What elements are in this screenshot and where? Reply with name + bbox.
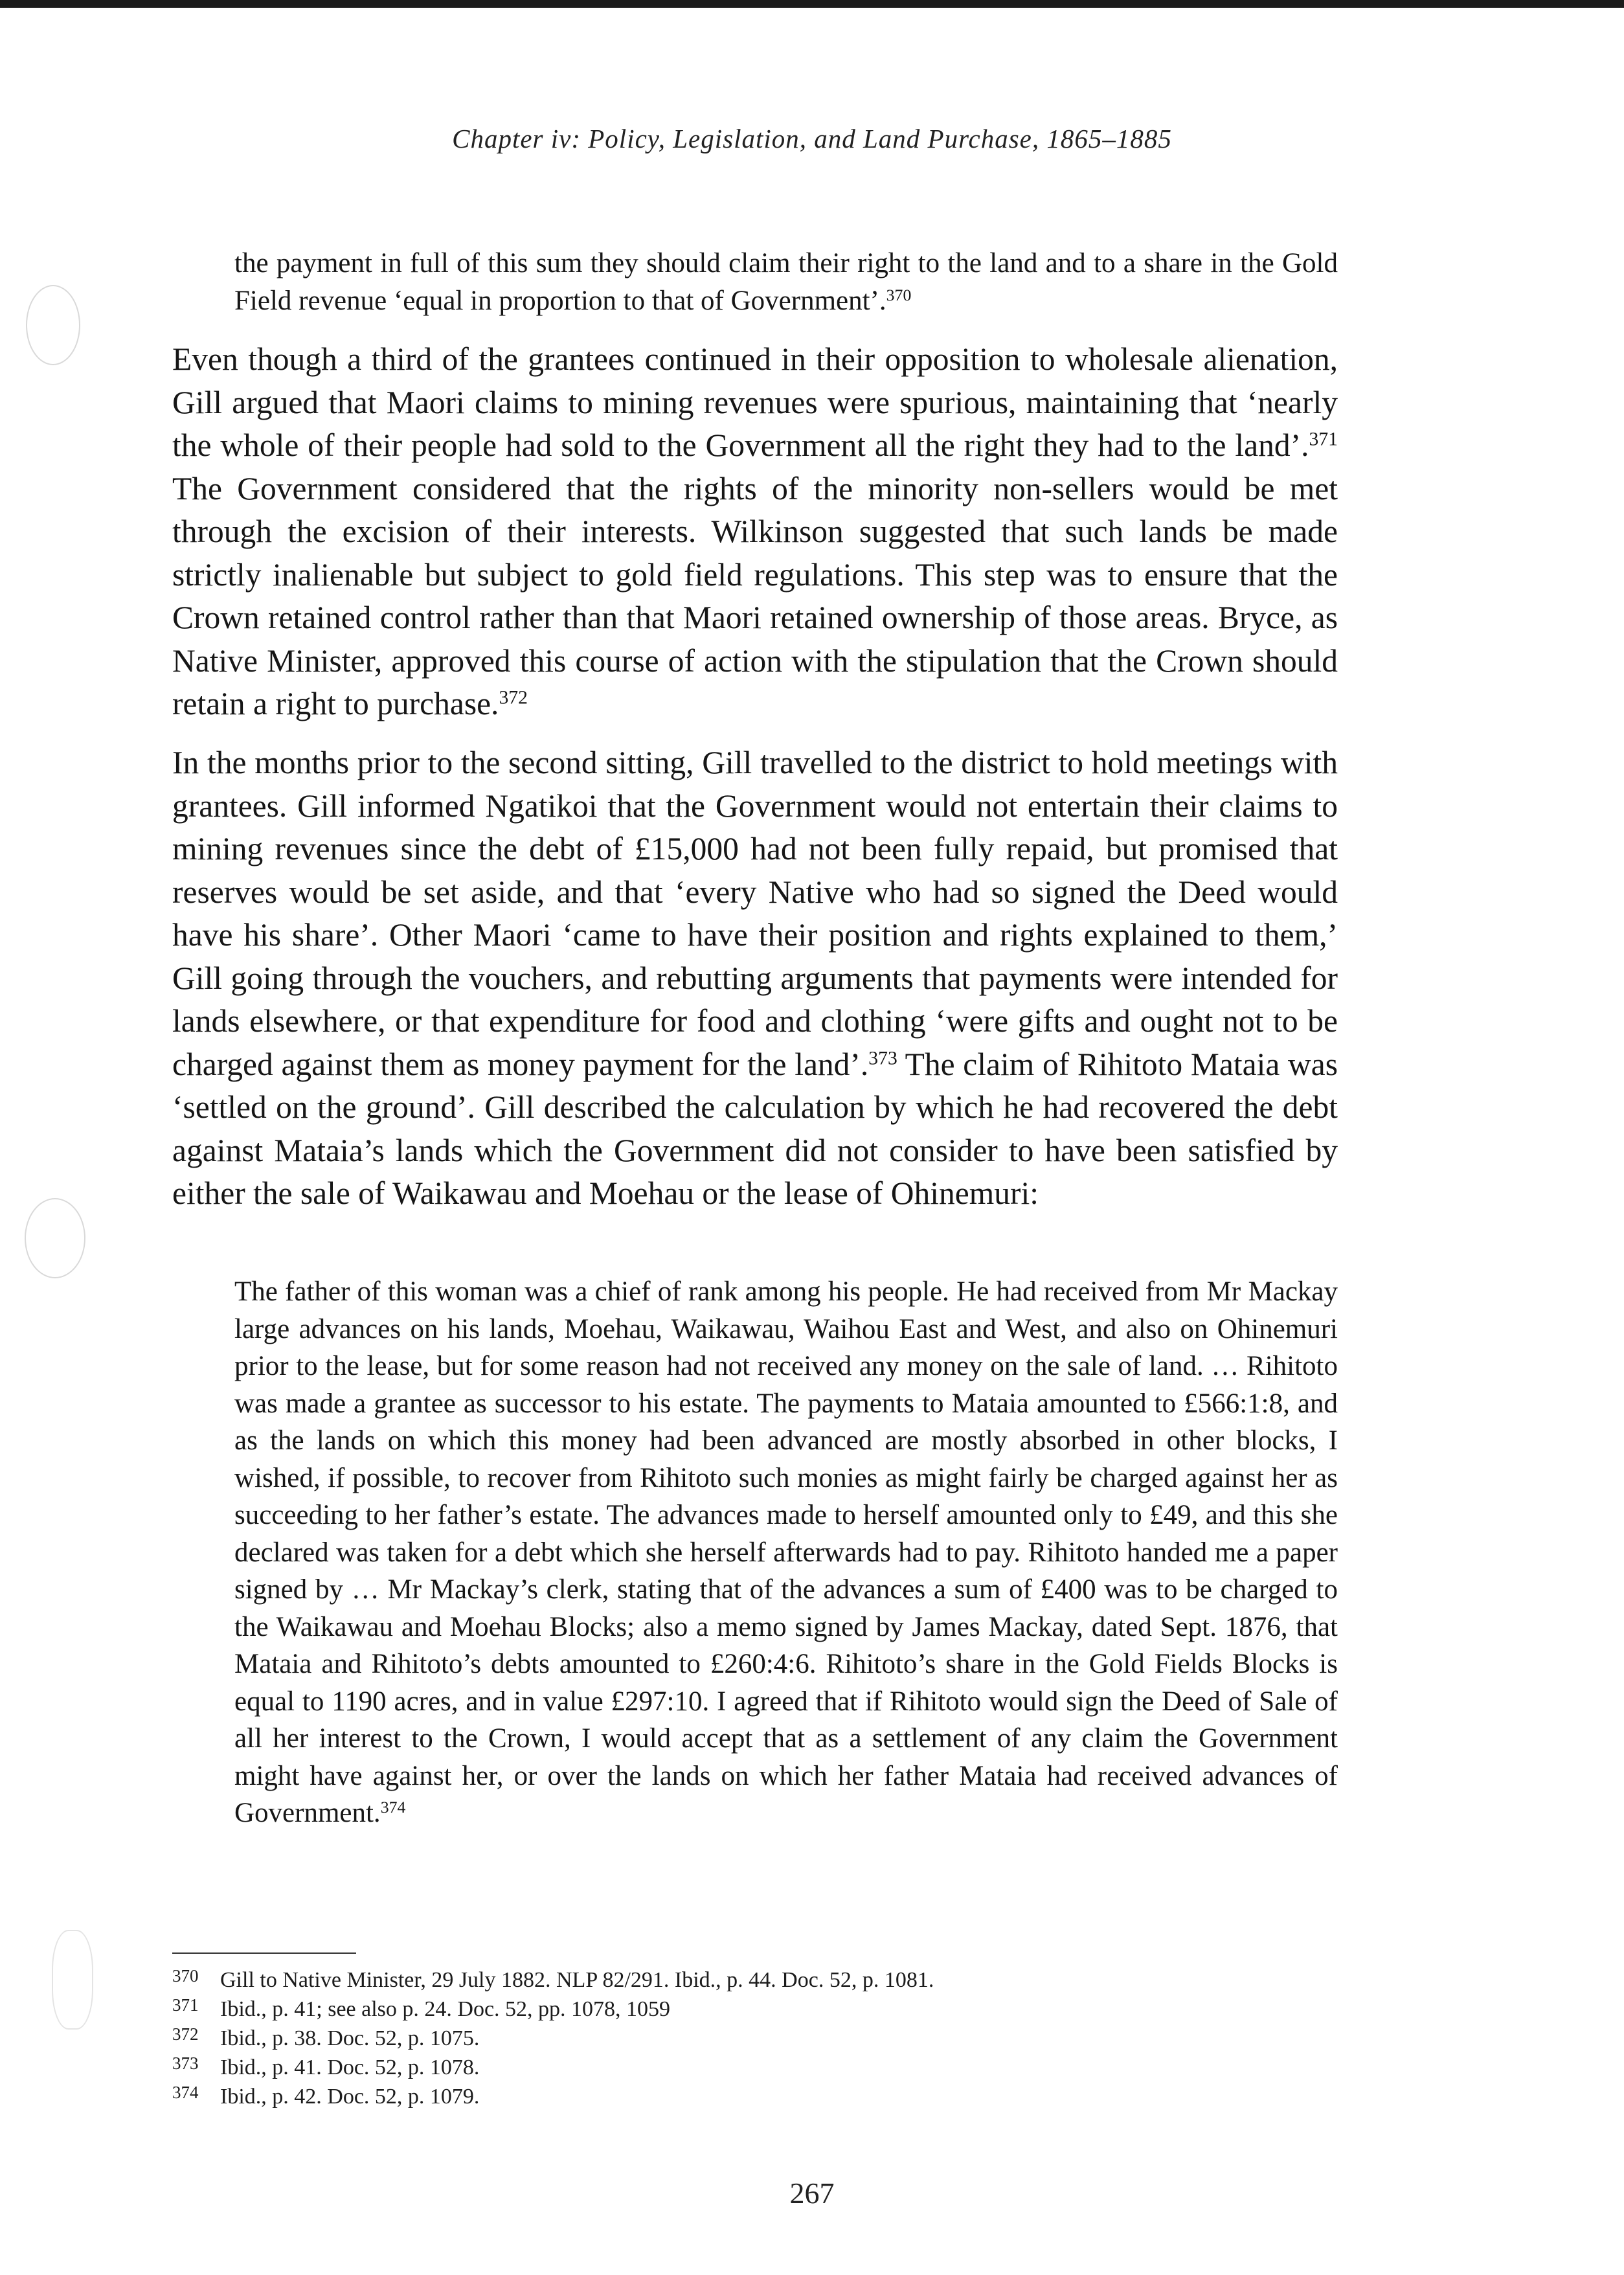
body-paragraph	[172, 741, 1338, 1216]
footnote	[172, 1995, 1338, 2024]
block-quote-continued	[234, 245, 1338, 319]
scan-punch-mark	[25, 1198, 85, 1278]
footnote-number: 371	[172, 1995, 199, 2015]
quote-text: The father of this woman was a chief of rank among his people. He had received from Mr Mackay large advances on his lands, Moehau, Waikawau, Waihou East and West, and also on Ohinemuri prior to the lease, but for some reason had not received any money on the sale of land. … Rihitoto was made a grantee as successor to his estate. The payments to Mataia amounted to £566:1:8, and as the lands on which this money had been advanced are mostly absorbed in other blocks, I wished, if possible, to recover from Rihitoto such monies as might fairly be charged against her as succeeding to her father’s estate. The advances made to herself amounted only to £49, and this she declared was taken for a debt which she herself afterwards had to pay. Rihitoto handed me a paper signed by … Mr Mackay’s clerk, stating that of the advances a sum of £400 was to be charged to the Waikawau and Moehau Blocks; also a memo signed by James Mackay, dated Sept. 1876, that Mataia and Rihitoto’s debts amounted to £260:4:6. Rihitoto’s share in the Gold Fields Blocks is equal to 1190 acres, and in value £297:10. I agreed that if Rihitoto would sign the Deed of Sale of all her interest to the Crown, I would accept that as a settlement of any claim the Government might have against her, or over the lands on which her father Mataia had received advances of Government.	[234, 1276, 1338, 1828]
scan-top-border	[0, 0, 1624, 8]
block-quote	[234, 1273, 1338, 1832]
paragraph-text: In the months prior to the second sitting, Gill travelled to the district to hold meetings with grantees. Gill informed Ngatikoi that the Government would not entertain their claims to mining revenues since the debt of £15,000 had not been fully repaid, but promised that reserves would be set aside, and that ‘every Native who had so signed the Deed would have his share’. Other Maori ‘came to have their position and rights explained to them,’ Gill going through the vouchers, and rebutting arguments that payments were intended for lands elsewhere, or that expenditure for food and clothing ‘were gifts and ought not to be charged against them as money payment for the land’.	[172, 745, 1338, 1082]
page-number: 267	[789, 2177, 835, 2210]
footnote-text: Ibid., p. 41. Doc. 52, p. 1078.	[220, 2055, 480, 2079]
running-head: Chapter iv: Policy, Legislation, and Land Purchase, 1865–1885	[452, 124, 1172, 153]
footnote-number: 374	[172, 2083, 199, 2102]
footnote-ref: 373	[868, 1048, 897, 1069]
footnote	[172, 2083, 1338, 2112]
footnote-ref: 372	[499, 687, 528, 708]
footnote-ref: 370	[886, 285, 912, 304]
footnote	[172, 1966, 1338, 1995]
footnote-separator	[172, 1952, 356, 1954]
paragraph-text: The claim of Rihitoto Mataia was ‘settled on the ground’. Gill described the calculation by which he had recovered the debt against Mataia’s lands which the Government did not consider to have been satisfied by either the sale of Waikawau and Moehau or the lease of Ohinemuri:	[172, 1046, 1338, 1211]
paragraph-text: Even though a third of the grantees continued in their opposition to wholesale alienation, Gill argued that Maori claims to mining revenues were spurious, maintaining that ‘nearly the whole of their people had sold to the Government all the right they had to the land’.	[172, 341, 1338, 463]
footnotes	[172, 1966, 1338, 2112]
footnote-number: 373	[172, 2054, 199, 2073]
footnote	[172, 2054, 1338, 2083]
quote-text: the payment in full of this sum they should claim their right to the land and to a share in the Gold Field revenue ‘equal in proportion to that of Government’.	[234, 248, 1338, 316]
footnote-number: 370	[172, 1966, 199, 1986]
paragraph-text: The Government considered that the rights of the minority non-sellers would be met through the excision of their interests. Wilkinson suggested that such lands be made strictly inalienable but subject to gold field regulations. This step was to ensure that the Crown retained control rather than that Maori retained ownership of those areas. Bryce, as Native Minister, approved this course of action with the stipulation that the Crown should retain a right to purchase.	[172, 470, 1338, 721]
footnote-ref: 374	[380, 1797, 406, 1817]
footnote-number: 372	[172, 2024, 199, 2044]
footnote-text: Gill to Native Minister, 29 July 1882. NLP 82/291. Ibid., p. 44. Doc. 52, p. 1081.	[220, 1968, 934, 1992]
body-paragraph	[172, 338, 1338, 726]
footnote-text: Ibid., p. 42. Doc. 52, p. 1079.	[220, 2085, 480, 2109]
footnote	[172, 2024, 1338, 2054]
footnote-text: Ibid., p. 38. Doc. 52, p. 1075.	[220, 2026, 480, 2050]
footnote-text: Ibid., p. 41; see also p. 24. Doc. 52, pp. 1078, 1059	[220, 1997, 671, 2021]
scan-punch-mark	[52, 1930, 93, 2030]
scan-punch-mark	[26, 285, 80, 365]
footnote-ref: 371	[1309, 429, 1338, 450]
